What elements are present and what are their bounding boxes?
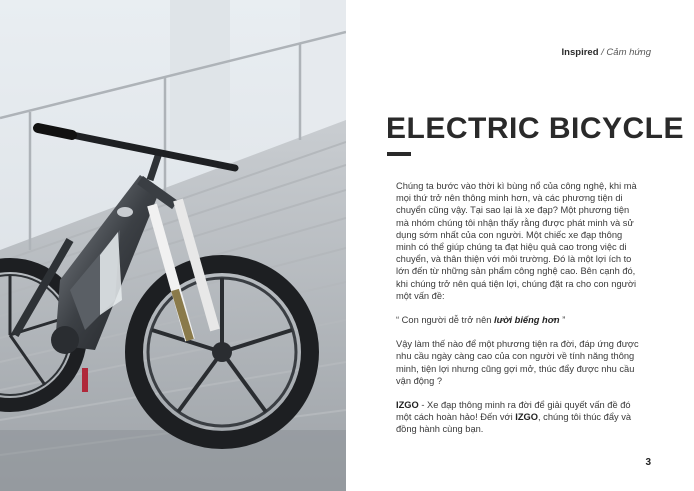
section-label: Inspired — [561, 47, 599, 58]
article-body — [396, 180, 642, 448]
article-panel — [346, 0, 694, 491]
quote-emphasis: lười biếng hơn — [494, 315, 560, 326]
section-tag — [562, 47, 651, 58]
section-sublabel: Cảm hứng — [606, 47, 651, 58]
title-underline — [387, 152, 411, 156]
page-number: 3 — [645, 457, 651, 468]
quote-open: “ Con người dễ trở nên — [396, 315, 495, 326]
article-title: ELECTRIC BICYCLE — [386, 112, 685, 145]
brand-name-2: IZGO — [515, 412, 539, 423]
brand-name: IZGO — [396, 400, 419, 411]
intro-paragraph: Chúng ta bước vào thời kì bùng nổ của công nghệ, khi mà mọi thứ trở nên thông minh hơn, và các phương tiện di chuyển cũng vậy. Tại sao lại là xe đạp? Một phương tiện mà nhóm chúng tôi nhận thấy rằng được phát minh và sử dụng sớm nhất của con người. Một chiếc xe đạp thông minh có thể giúp chúng ta đạt hiệu quả cao trong việc di chuyển, và thân thiện với môi trường. Đó là một lợi ích to lớn đến từ những sản phẩm công nghệ cao. Bên cạnh đó, khi chúng trở nên quá tiện lợi, chúng đặt ra cho con người một vấn đề: — [396, 181, 637, 301]
closing-text-1: - Xe đạp thông minh ra đời để giải quyết vấn đề đó một cách hoàn hảo! Đến với — [396, 400, 631, 423]
section-separator: / — [598, 47, 607, 58]
pull-quote — [396, 314, 642, 326]
closing-paragraph — [396, 399, 642, 436]
question-paragraph: Vậy làm thế nào để một phương tiện ra đời, đáp ứng được nhu cầu ngày càng cao của con người về tính năng thông minh, tiện lợi nhưng cũng gợi mở, thúc đẩy được nhu cầu vận động ? — [396, 339, 639, 386]
quote-close: ” — [559, 315, 566, 326]
closing-text-2: , chúng tôi thúc đẩy và đồng hành cùng bạn. — [396, 412, 632, 435]
bicycle-photo — [0, 0, 346, 491]
